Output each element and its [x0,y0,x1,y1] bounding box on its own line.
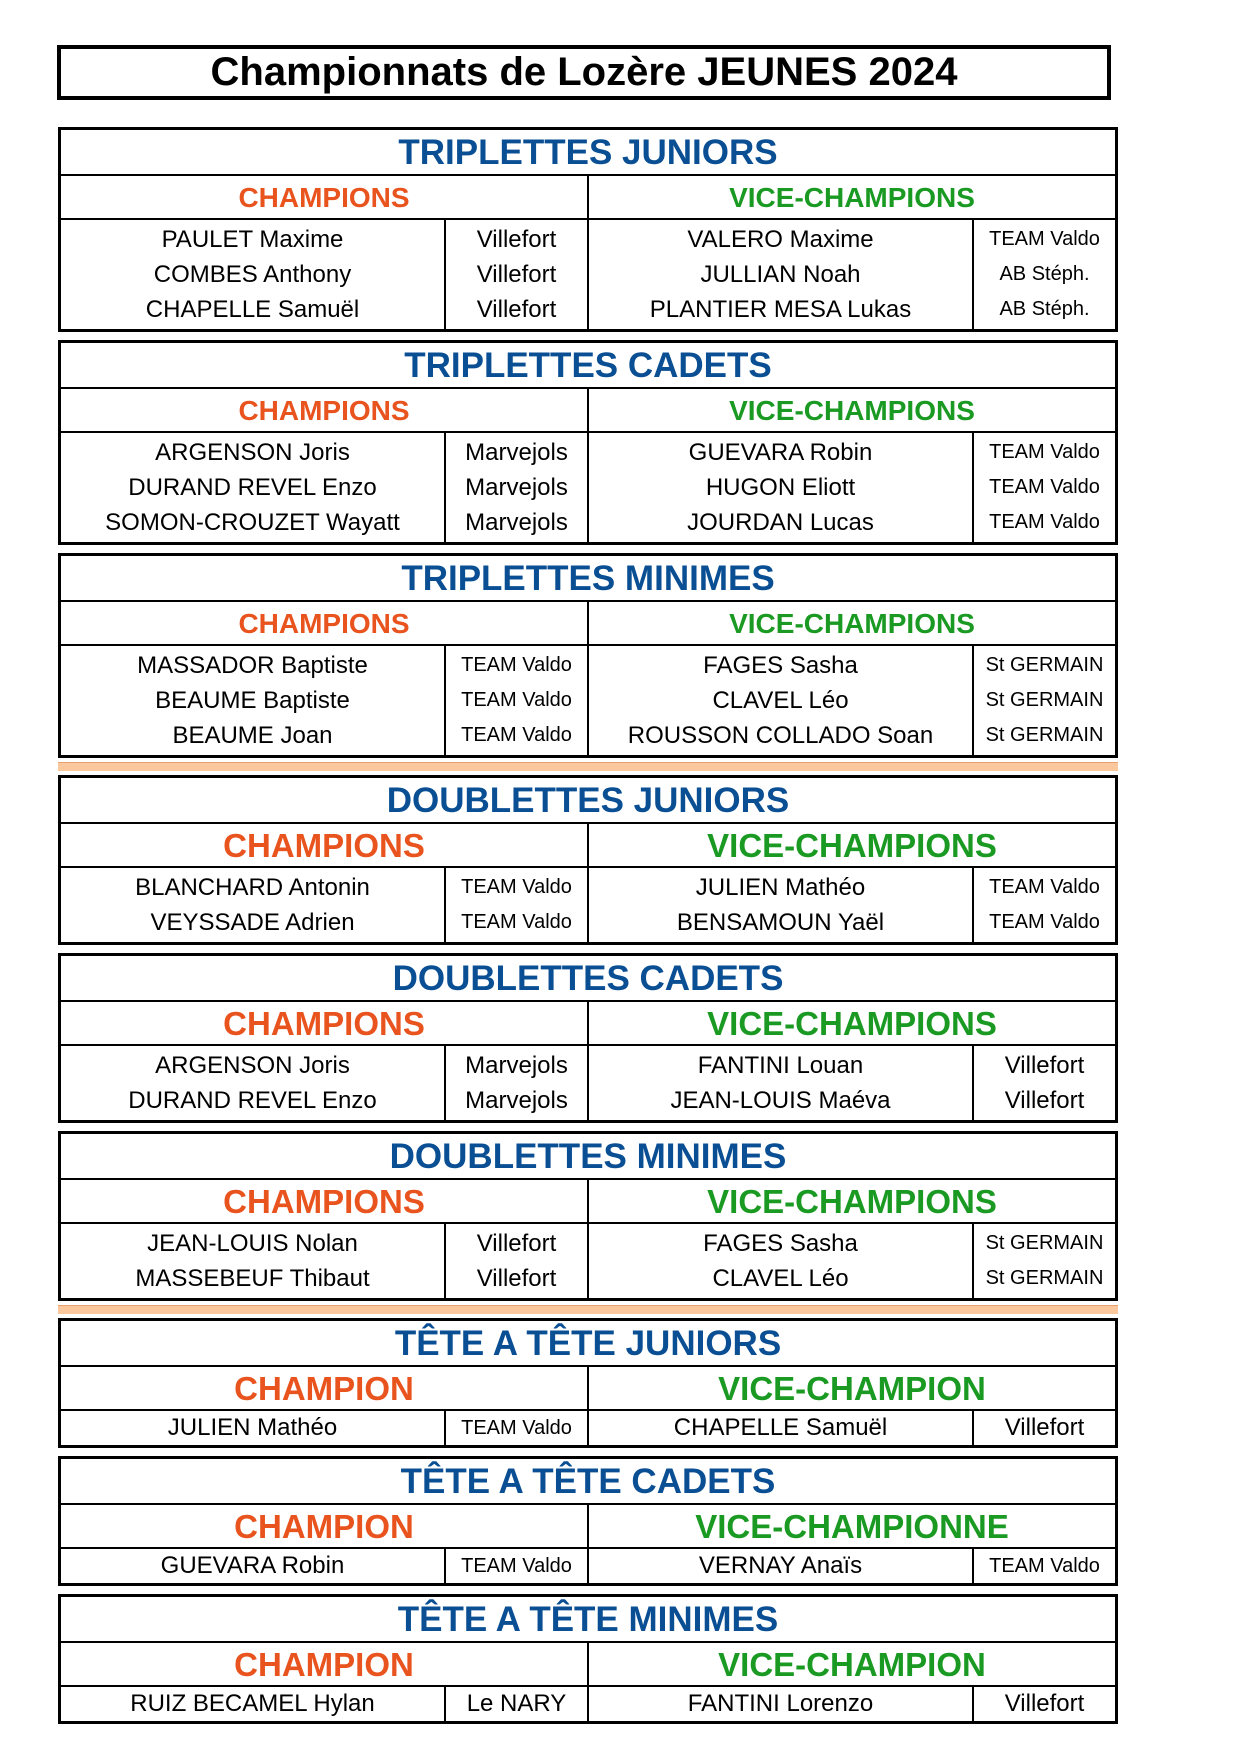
section-header [61,602,1115,646]
player-club: Villefort [476,1265,557,1292]
player-club: AB Stéph. [999,298,1090,320]
player-name: MASSADOR Baptiste [137,652,368,679]
vice-champions-team [589,1411,1115,1445]
section-body [61,1224,1115,1298]
player-club: St GERMAIN [985,689,1104,711]
result-section [58,553,1118,758]
player-club: TEAM Valdo [989,228,1100,250]
champions-label: CHAMPIONS [61,602,589,644]
champions-label: CHAMPIONS [61,176,589,218]
player-names [589,1046,974,1120]
player-clubs [446,868,587,942]
player-clubs [974,1549,1115,1583]
results-list [58,127,1118,1732]
section-header [61,1002,1115,1046]
player-names [589,1549,974,1583]
player-names [61,1687,446,1721]
section-body [61,646,1115,755]
player-club: TEAM Valdo [461,1417,572,1439]
result-section [58,953,1118,1123]
vice-champions-label: VICE-CHAMPIONS [729,182,975,213]
player-club: Villefort [1004,1690,1085,1717]
section-body [61,1411,1115,1445]
section-title: TRIPLETTES CADETS [61,343,1115,389]
vice-champions-label: VICE-CHAMPIONS [729,608,975,639]
section-header [61,824,1115,868]
player-name: GUEVARA Robin [688,439,873,466]
result-section [58,775,1118,945]
section-body [61,220,1115,329]
player-club: St GERMAIN [985,1232,1104,1254]
player-club: TEAM Valdo [989,876,1100,898]
section-body [61,868,1115,942]
player-names [589,1411,974,1445]
player-name: JEAN-LOUIS Nolan [147,1230,358,1257]
player-name: JULIEN Mathéo [167,1414,338,1441]
player-name: ARGENSON Joris [155,1052,350,1079]
player-name: JULIEN Mathéo [695,874,866,901]
player-clubs [974,1411,1115,1445]
result-section [58,1456,1118,1586]
player-name: GUEVARA Robin [160,1552,345,1579]
player-names [61,1411,446,1445]
player-name: BEAUME Joan [172,722,333,749]
player-club: TEAM Valdo [461,689,572,711]
section-header [61,1505,1115,1549]
player-clubs [974,1687,1115,1721]
player-clubs [446,433,587,542]
player-names [61,433,446,542]
player-club: Villefort [476,261,557,288]
player-names [589,220,974,329]
player-club: Marvejols [465,439,568,466]
champions-team [61,220,589,329]
vice-champions-label: VICE-CHAMPIONNE [695,1508,1009,1545]
champions-team [61,1046,589,1120]
player-name: JULLIAN Noah [700,261,861,288]
player-club: TEAM Valdo [989,1555,1100,1577]
player-club: TEAM Valdo [461,1555,572,1577]
result-section [58,340,1118,545]
player-name: FAGES Sasha [703,1230,858,1257]
player-names [61,1549,446,1583]
champions-label: CHAMPIONS [61,824,589,866]
player-club: TEAM Valdo [989,911,1100,933]
player-clubs [446,646,587,755]
player-name: VERNAY Anaïs [698,1552,863,1579]
player-clubs [974,868,1115,942]
player-clubs [974,1046,1115,1120]
player-clubs [974,646,1115,755]
champions-team [61,1224,589,1298]
player-name: VEYSSADE Adrien [150,909,355,936]
champions-team [61,1549,589,1583]
section-body [61,1046,1115,1120]
player-name: HUGON Eliott [705,474,856,501]
champions-label: CHAMPION [61,1367,589,1409]
player-name: CHAPELLE Samuël [145,296,360,323]
player-club: TEAM Valdo [461,911,572,933]
player-clubs [446,1411,587,1445]
page-title: Championnats de Lozère JEUNES 2024 [57,45,1111,100]
player-names [589,868,974,942]
player-club: Villefort [476,226,557,253]
player-name: PAULET Maxime [161,226,344,253]
player-names [589,433,974,542]
vice-champions-label: VICE-CHAMPION [718,1370,986,1407]
player-clubs [974,220,1115,329]
player-names [61,220,446,329]
vice-champions-team [589,646,1115,755]
player-name: COMBES Anthony [153,261,352,288]
section-title: TRIPLETTES MINIMES [61,556,1115,602]
vice-champions-label: VICE-CHAMPIONS [707,1183,997,1220]
section-header [61,176,1115,220]
player-name: JOURDAN Lucas [687,509,874,536]
section-body [61,1549,1115,1583]
player-name: SOMON-CROUZET Wayatt [105,509,400,536]
player-club: AB Stéph. [999,263,1090,285]
section-title: TÊTE A TÊTE JUNIORS [61,1321,1115,1367]
player-names [61,646,446,755]
vice-champions-team [589,1224,1115,1298]
player-club: Villefort [1004,1087,1085,1114]
player-clubs [446,1549,587,1583]
player-name: ROUSSON COLLADO Soan [627,722,934,749]
champions-team [61,1411,589,1445]
section-title: DOUBLETTES MINIMES [61,1134,1115,1180]
player-club: Marvejols [465,1087,568,1114]
player-club: TEAM Valdo [461,876,572,898]
vice-champions-team [589,433,1115,542]
player-name: CHAPELLE Samuël [673,1414,888,1441]
section-header [61,1180,1115,1224]
champions-label: CHAMPIONS [61,1180,589,1222]
player-name: DURAND REVEL Enzo [128,1087,377,1114]
result-section [58,127,1118,332]
section-divider [58,1305,1118,1314]
player-names [61,1046,446,1120]
player-name: BENSAMOUN Yaël [676,909,885,936]
player-name: VALERO Maxime [687,226,874,253]
player-club: St GERMAIN [985,654,1104,676]
player-name: CLAVEL Léo [712,1265,849,1292]
player-club: Marvejols [465,509,568,536]
player-club: St GERMAIN [985,724,1104,746]
player-name: DURAND REVEL Enzo [128,474,377,501]
player-clubs [446,1687,587,1721]
player-name: FAGES Sasha [703,652,858,679]
player-club: Villefort [1004,1414,1085,1441]
champions-team [61,646,589,755]
player-club: TEAM Valdo [461,654,572,676]
player-name: BEAUME Baptiste [155,687,350,714]
player-club: St GERMAIN [985,1267,1104,1289]
player-club: TEAM Valdo [989,511,1100,533]
section-header [61,1643,1115,1687]
section-title: TRIPLETTES JUNIORS [61,130,1115,176]
player-name: JEAN-LOUIS Maéva [670,1087,891,1114]
player-club: TEAM Valdo [461,724,572,746]
section-body [61,433,1115,542]
player-club: Marvejols [465,474,568,501]
vice-champions-team [589,1046,1115,1120]
champions-label: CHAMPION [61,1643,589,1685]
player-names [589,1224,974,1298]
player-name: FANTINI Lorenzo [687,1690,874,1717]
vice-champions-team [589,220,1115,329]
player-name: PLANTIER MESA Lukas [649,296,912,323]
player-names [589,646,974,755]
player-club: Villefort [476,1230,557,1257]
section-title: TÊTE A TÊTE CADETS [61,1459,1115,1505]
champions-label: CHAMPIONS [61,389,589,431]
player-clubs [446,220,587,329]
player-club: Marvejols [465,1052,568,1079]
player-name: ARGENSON Joris [155,439,350,466]
vice-champions-team [589,868,1115,942]
player-name: MASSEBEUF Thibaut [135,1265,370,1292]
section-header [61,1367,1115,1411]
player-club: TEAM Valdo [989,476,1100,498]
vice-champions-label: VICE-CHAMPIONS [707,1005,997,1042]
champions-team [61,433,589,542]
vice-champions-team [589,1549,1115,1583]
player-club: Villefort [476,296,557,323]
vice-champions-label: VICE-CHAMPION [718,1646,986,1683]
player-name: FANTINI Louan [697,1052,864,1079]
section-title: DOUBLETTES CADETS [61,956,1115,1002]
champions-team [61,868,589,942]
vice-champions-label: VICE-CHAMPIONS [707,827,997,864]
vice-champions-team [589,1687,1115,1721]
player-clubs [446,1046,587,1120]
player-names [589,1687,974,1721]
player-clubs [974,433,1115,542]
player-clubs [446,1224,587,1298]
section-title: TÊTE A TÊTE MINIMES [61,1597,1115,1643]
player-name: BLANCHARD Antonin [135,874,370,901]
player-club: TEAM Valdo [989,441,1100,463]
player-club: Le NARY [466,1690,567,1717]
section-divider [58,762,1118,771]
player-name: CLAVEL Léo [712,687,849,714]
section-title: DOUBLETTES JUNIORS [61,778,1115,824]
champions-team [61,1687,589,1721]
player-names [61,1224,446,1298]
result-section [58,1594,1118,1724]
champions-label: CHAMPION [61,1505,589,1547]
result-section [58,1318,1118,1448]
player-names [61,868,446,942]
section-header [61,389,1115,433]
result-section [58,1131,1118,1301]
player-name: RUIZ BECAMEL Hylan [130,1690,375,1717]
player-club: Villefort [1004,1052,1085,1079]
vice-champions-label: VICE-CHAMPIONS [729,395,975,426]
section-body [61,1687,1115,1721]
player-clubs [974,1224,1115,1298]
champions-label: CHAMPIONS [61,1002,589,1044]
